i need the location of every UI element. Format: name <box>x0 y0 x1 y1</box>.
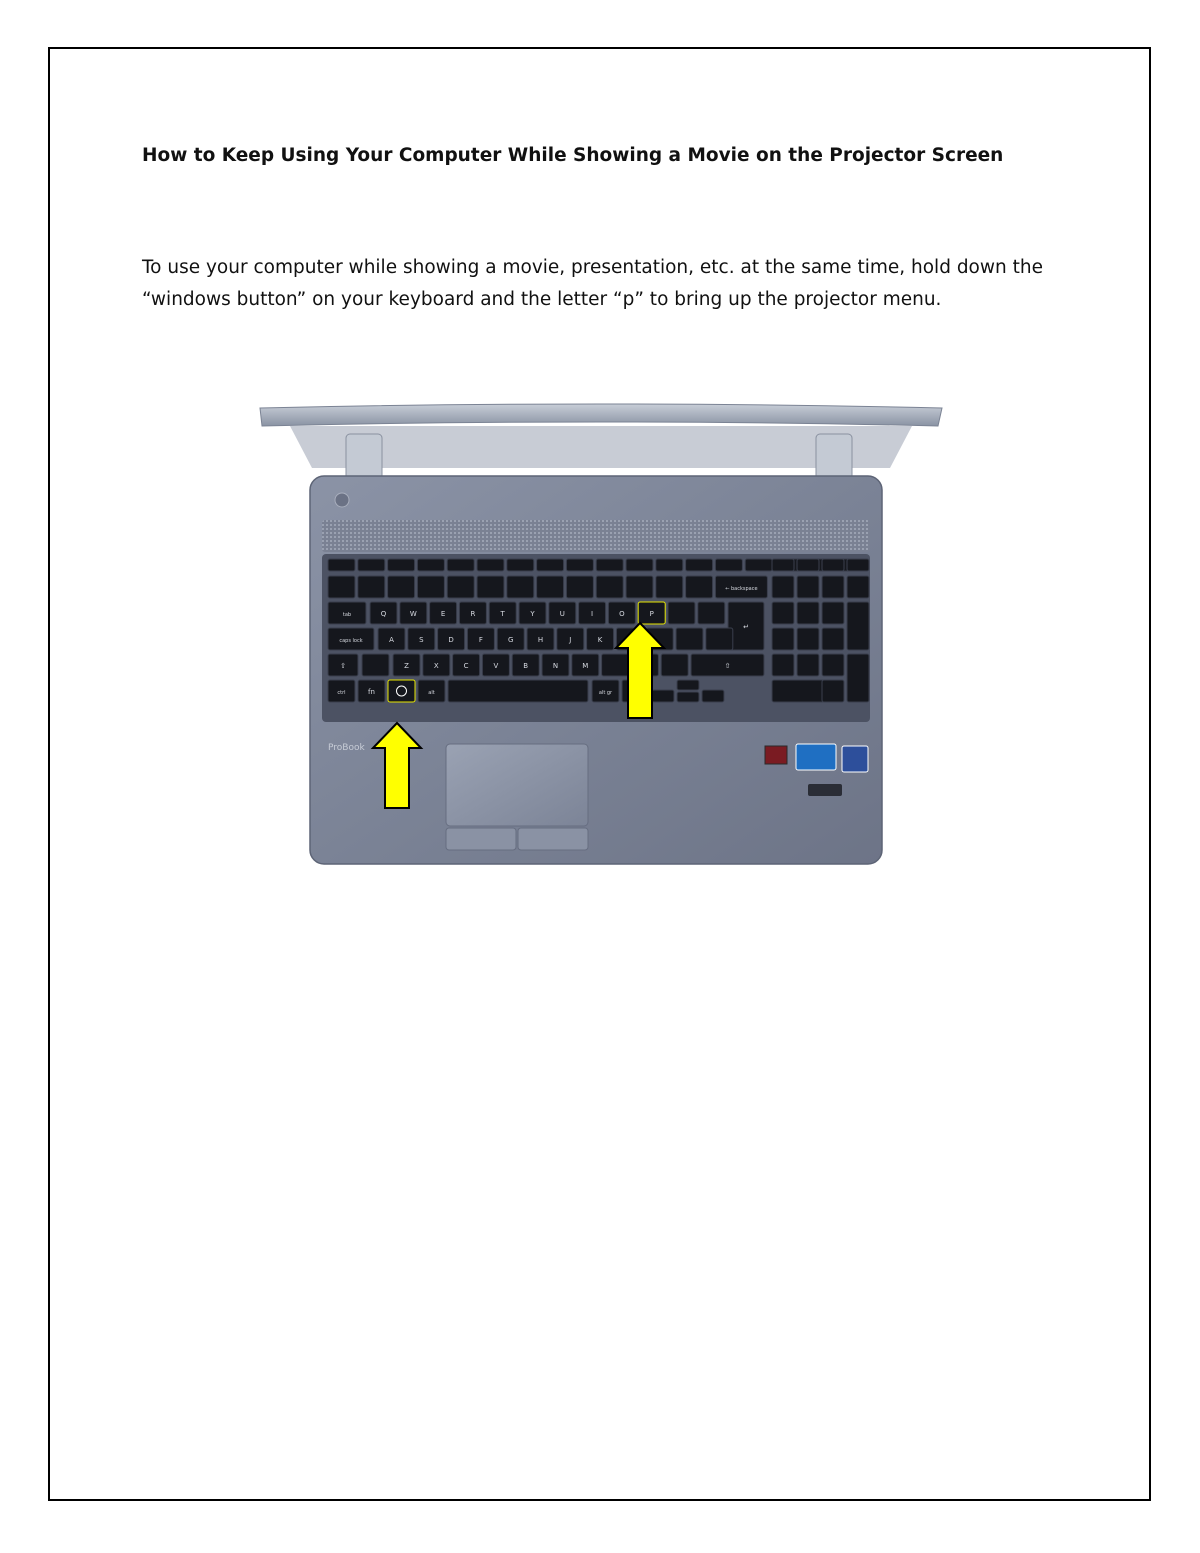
key-numpad-2-3 <box>847 602 869 650</box>
key-numpad-0-0 <box>772 559 794 571</box>
key-num0 <box>328 576 355 598</box>
key-f5 <box>477 559 504 571</box>
key-numpad-1-1 <box>797 576 819 598</box>
power-button <box>335 493 349 507</box>
key-f4 <box>447 559 474 571</box>
key-f12 <box>686 559 713 571</box>
key-arrow-down <box>677 692 699 702</box>
key-label-m: M <box>582 662 589 670</box>
key-bracket10 <box>668 602 695 624</box>
document-title: How to Keep Using Your Computer While Showing a Movie on the Projector Screen <box>142 145 1004 166</box>
instruction-paragraph: To use your computer while showing a movie, presentation, etc. at the same time, hold down the “windows button” on your keyboard and the letter “p” to bring up the projector menu. <box>142 257 1043 310</box>
key-label-shift-right: ⇧ <box>724 662 731 670</box>
key-f11 <box>656 559 683 571</box>
key-f6 <box>507 559 534 571</box>
key-num5 <box>477 576 504 598</box>
key-numpad-3-2 <box>822 628 844 650</box>
key-punct10 <box>676 628 703 650</box>
key-label-alt: alt <box>428 690 435 696</box>
key-f0 <box>328 559 355 571</box>
key-f14 <box>745 559 772 571</box>
key-num11 <box>656 576 683 598</box>
key-label-d: D <box>448 636 454 644</box>
key-label-caps-lock: caps lock <box>339 638 363 644</box>
intel-core-i5-sticker <box>796 744 836 770</box>
key-label-ctrl: ctrl <box>337 690 346 696</box>
key-label-j: J <box>569 636 572 644</box>
key-label-y: Y <box>530 610 535 618</box>
key-num3 <box>417 576 444 598</box>
key-label-i: I <box>591 610 594 618</box>
key-label-b: B <box>523 662 529 670</box>
laptop-keyboard-photo <box>250 396 950 871</box>
key-label-alt-gr: alt gr <box>598 690 613 696</box>
amd-sticker <box>765 746 787 764</box>
key-num7 <box>537 576 564 598</box>
key-numpad-0-2 <box>822 559 844 571</box>
key-num9 <box>596 576 623 598</box>
key-bracket11 <box>698 602 725 624</box>
key-label-o: O <box>619 610 625 618</box>
windows-7-sticker <box>842 746 868 772</box>
key-num2 <box>388 576 415 598</box>
key-label-f: F <box>478 636 483 644</box>
key-f7 <box>537 559 564 571</box>
key-f3 <box>417 559 444 571</box>
key-label-fn: fn <box>368 688 375 696</box>
key-f1 <box>358 559 385 571</box>
key-label-enter: ↵ <box>743 623 749 631</box>
key-label-u: U <box>559 610 565 618</box>
touchpad-left-button <box>446 828 516 850</box>
speaker-grille <box>322 520 870 552</box>
key-f13 <box>715 559 742 571</box>
key-sym7 <box>602 654 629 676</box>
key-punct11 <box>706 628 733 650</box>
key-num6 <box>507 576 534 598</box>
key-f2 <box>388 559 415 571</box>
key-label-w: W <box>409 610 417 618</box>
key-numpad-0-3 <box>847 559 869 571</box>
key-numpad-4-3 <box>847 654 869 702</box>
key-num12 <box>686 576 713 598</box>
brand-label: ProBook <box>328 743 365 753</box>
key-backslash <box>362 654 389 676</box>
touchpad-right-button <box>518 828 588 850</box>
key-label-r: R <box>470 610 476 618</box>
key-f9 <box>596 559 623 571</box>
fingerprint-reader <box>808 784 842 796</box>
keyboard <box>328 559 869 702</box>
key-numpad-0-1 <box>797 559 819 571</box>
key-label-n: N <box>552 662 559 670</box>
key-numpad-1-0 <box>772 576 794 598</box>
key-numpad-3-0 <box>772 628 794 650</box>
key-numpad-2-1 <box>797 602 819 624</box>
key-numpad-4-2 <box>822 654 844 676</box>
key-num8 <box>566 576 593 598</box>
key-numpad-2-0 <box>772 602 794 624</box>
key-label-k: K <box>597 636 603 644</box>
touchpad <box>446 744 588 826</box>
key-arrow-left <box>652 690 674 702</box>
key-label-h: H <box>537 636 544 644</box>
key-label-x: X <box>433 662 439 670</box>
key-numpad-5-0 <box>772 680 824 702</box>
key-label-s: S <box>419 636 424 644</box>
key-f8 <box>566 559 593 571</box>
key-numpad-1-3 <box>847 576 869 598</box>
key-arrow-up <box>677 680 699 690</box>
key-label-shift-left: ⇧ <box>340 662 346 670</box>
key-num4 <box>447 576 474 598</box>
key-numpad-4-1 <box>797 654 819 676</box>
key-label-t: T <box>500 610 505 618</box>
key-label-z: Z <box>404 662 409 670</box>
key-label-g: G <box>507 636 514 644</box>
key-numpad-5-2 <box>822 680 844 702</box>
key-label-a: A <box>389 636 394 644</box>
key-numpad-2-2 <box>822 602 844 624</box>
key-num1 <box>358 576 385 598</box>
key-label-backspace: ← backspace <box>725 586 758 592</box>
key-num10 <box>626 576 653 598</box>
key-label-c: C <box>463 662 469 670</box>
key-label-q: Q <box>380 610 387 618</box>
key-windows <box>388 680 415 702</box>
key-label-e: E <box>440 610 446 618</box>
key-label-v: V <box>493 662 499 670</box>
key-arrow-right <box>702 690 724 702</box>
key-numpad-3-1 <box>797 628 819 650</box>
key-label-tab: tab <box>342 612 352 618</box>
key-numpad-4-0 <box>772 654 794 676</box>
key-sym9 <box>661 654 688 676</box>
key-space <box>448 680 588 702</box>
key-numpad-1-2 <box>822 576 844 598</box>
key-f10 <box>626 559 653 571</box>
key-label-p: P <box>649 610 654 618</box>
